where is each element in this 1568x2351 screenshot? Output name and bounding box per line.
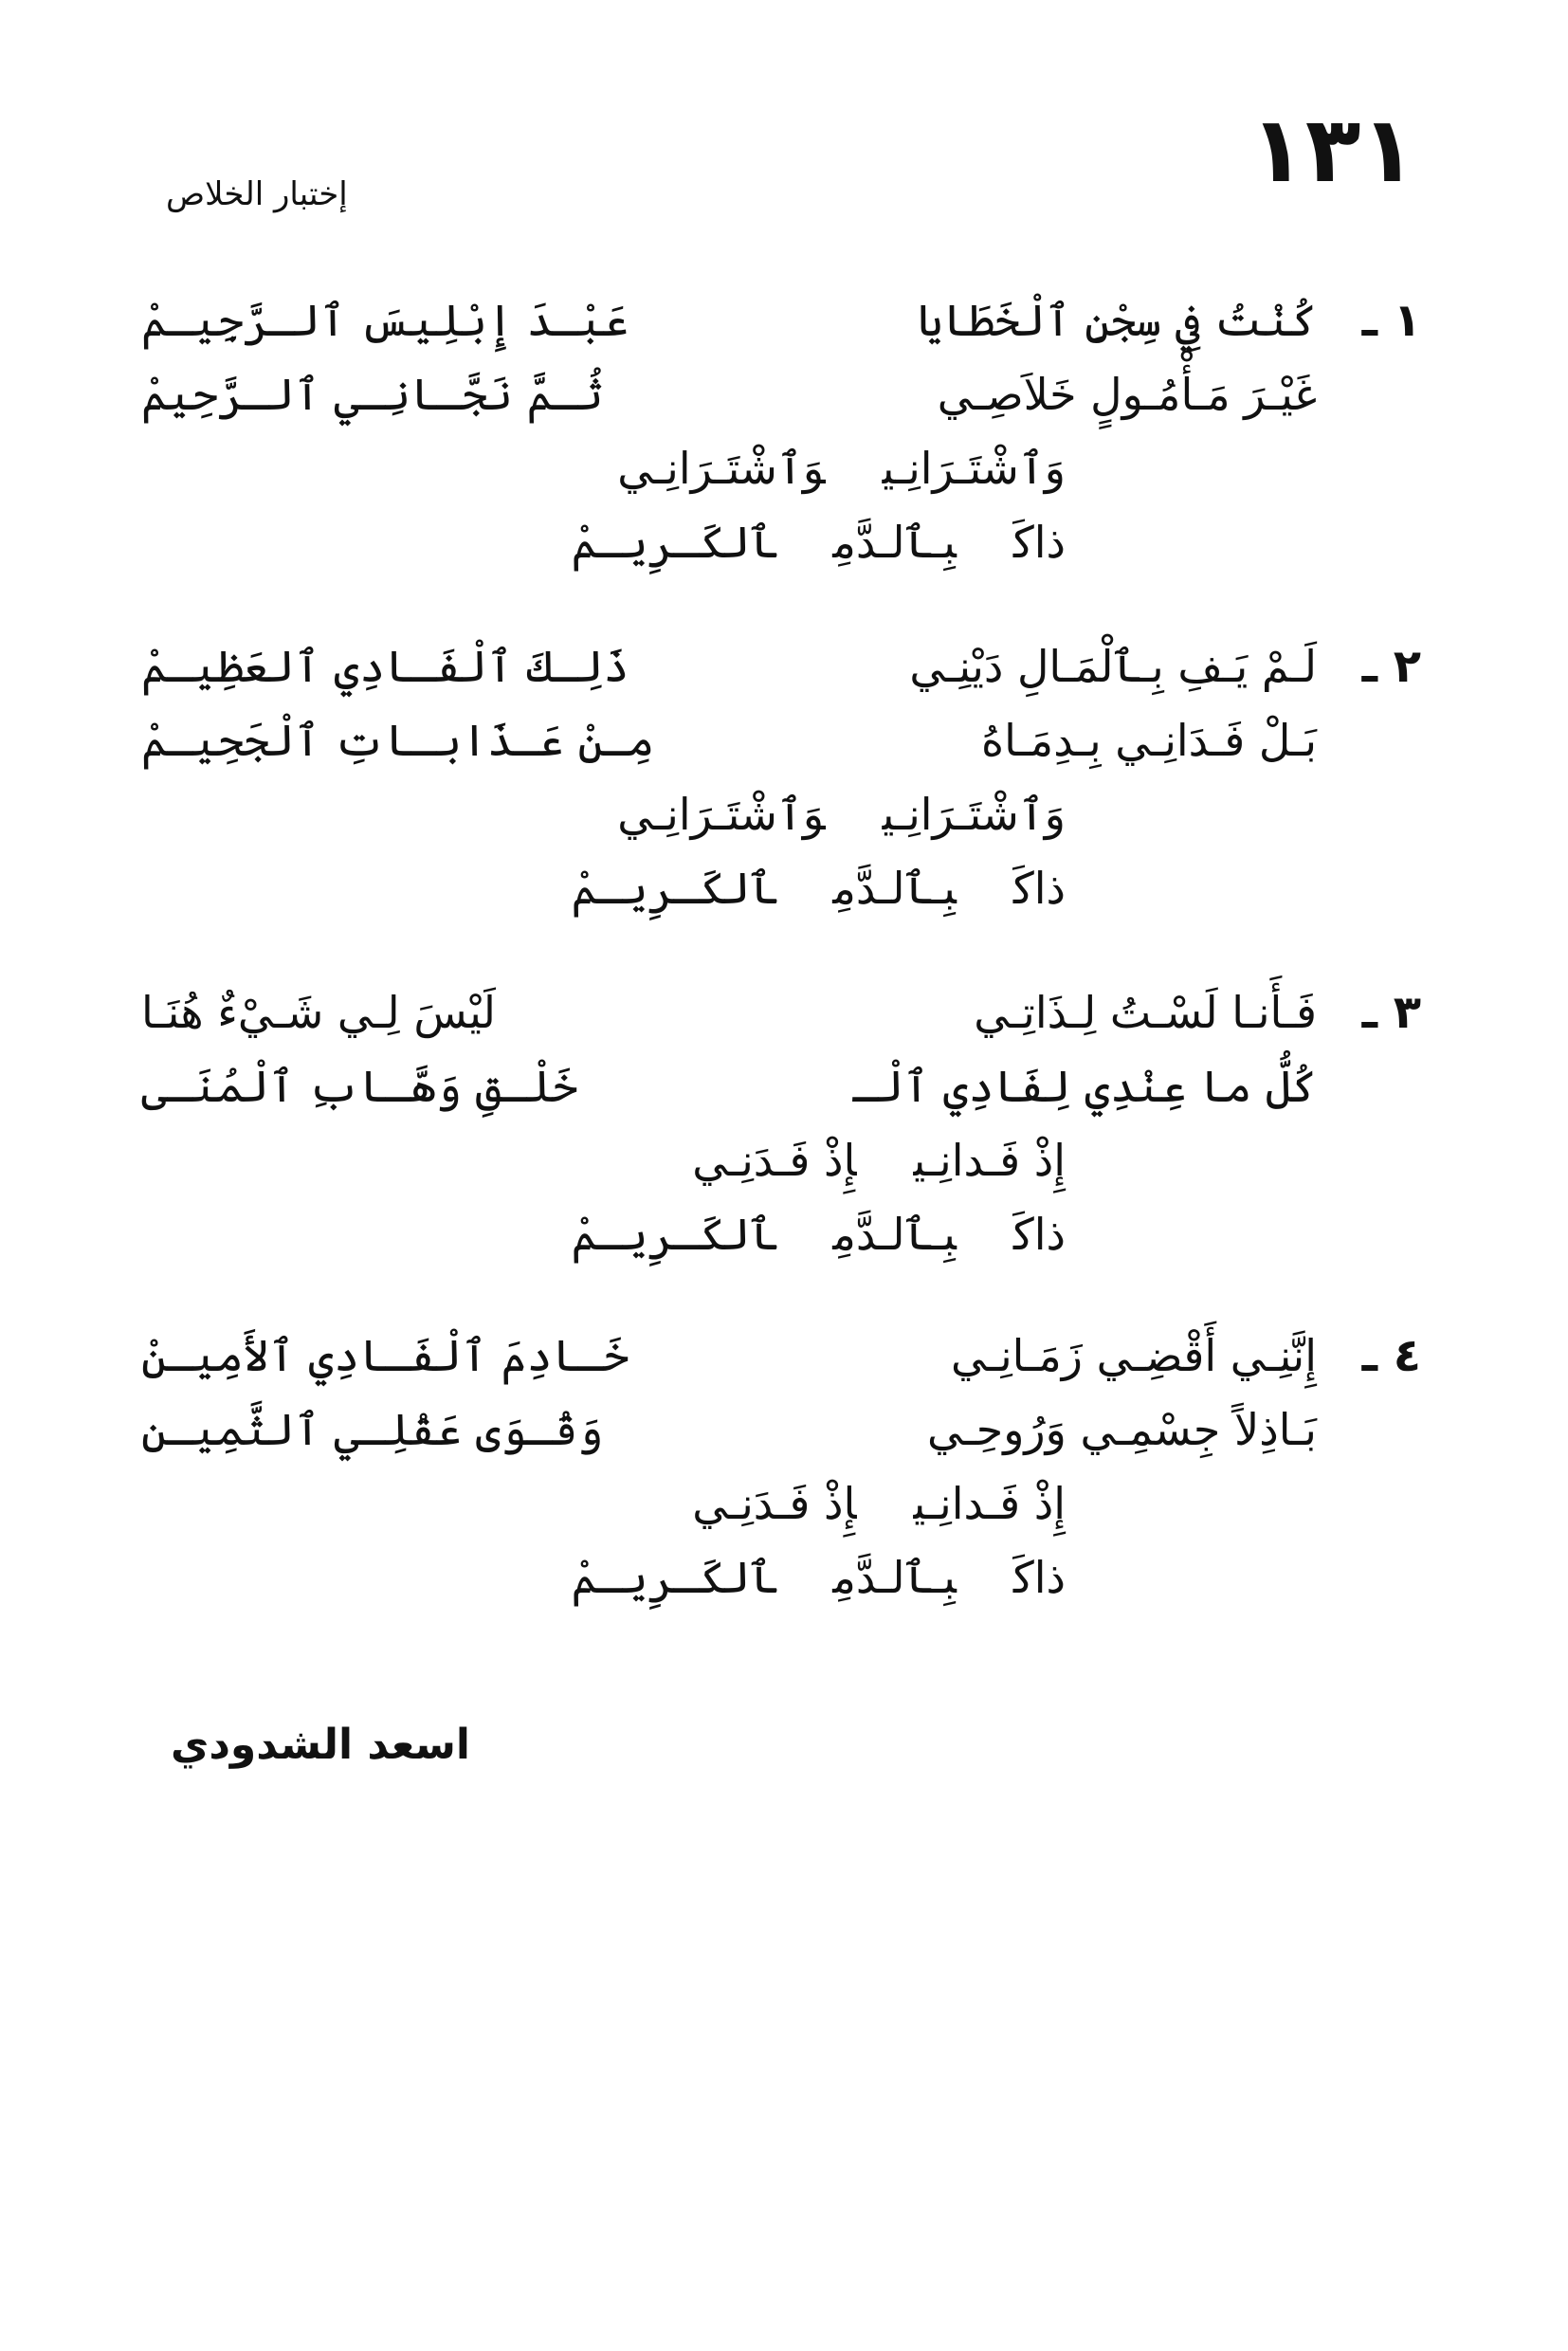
hemistich-first: إِنَّنِـي أَقْضِـي زَمَـانِـي [951, 1330, 1317, 1381]
chorus-part: إِذْ فَـدَنِـي [692, 1478, 857, 1529]
chorus-line [402, 1541, 1066, 1613]
chorus-part: بِـٱلـدَّمِ [832, 1209, 957, 1260]
chorus-part: ٱلكَـرِيـمْ [571, 863, 776, 914]
hemistich-first: كُلُّ ما عِنْدِي لِفَادِي ٱلْـ [852, 1061, 1317, 1112]
hemistich-second: مِـنْ عَـذَابـاتِ ٱلْجَحِيـمْ [141, 715, 655, 766]
chorus-part: ذاكَ [1012, 1552, 1066, 1603]
chorus-part: إِذْ فَـدانِـي [913, 1478, 1066, 1529]
chorus-part: وَٱشْتَـرَانِـي [617, 443, 826, 494]
verse-line [141, 1320, 1317, 1392]
verse-line [141, 630, 1317, 702]
hemistich-first: كُنْتُ فِي سِجْنِ ٱلْخَطَايا [917, 295, 1317, 346]
hemistich-second: لَيْسَ لِـي شَـيْءٌ هُنَـا [141, 987, 496, 1038]
chorus-part: وَٱشْتَـرَانِـي [882, 789, 1066, 840]
chorus-part: إِذْ فَـدَنِـي [692, 1135, 857, 1186]
chorus-line [402, 1467, 1066, 1540]
chorus-part: وَٱشْتَـرَانِـي [882, 443, 1066, 494]
hemistich-first: لَـمْ يَـفِ بِـٱلْمَـالِ دَيْنِـي [909, 641, 1317, 692]
verse-number: ١ ـ [1361, 294, 1421, 347]
chorus-line [402, 1198, 1066, 1270]
hemistich-second: خَـادِمَ ٱلْفَـادِي ٱلأَمِيـنْ [141, 1330, 629, 1381]
chorus-line [402, 1124, 1066, 1196]
chorus-part: ذاكَ [1012, 863, 1066, 914]
chorus-part: ٱلكَـرِيـمْ [571, 517, 776, 568]
hemistich-second: ذَلِـكَ ٱلْفَـادِي ٱلعَظِيـمْ [141, 641, 629, 692]
hemistich-second: خَلْـقِ وَهَّـابِ ٱلْمُنَـى [141, 1061, 578, 1112]
chorus-line [402, 852, 1066, 924]
verse-line [141, 284, 1317, 356]
verse-line [141, 358, 1317, 430]
hemistich-second: ثُـمَّ نَجَّـانِـي ٱلـرَّحِيمْ [141, 369, 604, 420]
verse-line [141, 976, 1317, 1048]
chorus-line [402, 432, 1066, 504]
verse-number: ٤ ـ [1361, 1329, 1421, 1382]
chorus-line [402, 778, 1066, 850]
chorus-part: ٱلكَـرِيـمْ [571, 1552, 776, 1603]
verse-number: ٢ ـ [1361, 640, 1421, 693]
author-name: اسعد الشدودي [171, 1721, 470, 1769]
chorus-part: ٱلكَـرِيـمْ [571, 1209, 776, 1260]
hymn-title: إختبار الخلاص [166, 175, 348, 213]
hemistich-first: فَـأَنـا لَسْـتُ لِـذَاتِـي [974, 987, 1317, 1038]
verse-line [141, 1394, 1317, 1466]
chorus-part: وَٱشْتَـرَانِـي [617, 789, 826, 840]
verse-line [141, 704, 1317, 776]
hemistich-first: بَـاذِلاً جِسْمِـي وَرُوحِـي [926, 1404, 1317, 1455]
chorus-part: ذاكَ [1012, 1209, 1066, 1260]
chorus-part: بِـٱلـدَّمِ [832, 1552, 957, 1603]
chorus-line [402, 506, 1066, 578]
hemistich-first: بَـلْ فَـدَانِـي بِـدِمَـاهُ [980, 715, 1317, 766]
verse-number: ٣ ـ [1361, 986, 1421, 1039]
chorus-part: ذاكَ [1012, 517, 1066, 568]
hemistich-second: عَبْـدَ إِبْلِيسَ ٱلـرَّجِيـمْ [141, 295, 629, 346]
hymn-number: ١٣١ [1249, 97, 1416, 203]
hemistich-first: غَيْـرَ مَـأْمُـولٍ خَلاَصِـي [937, 369, 1317, 420]
verse-line [141, 1050, 1317, 1122]
chorus-part: بِـٱلـدَّمِ [832, 517, 957, 568]
chorus-part: بِـٱلـدَّمِ [832, 863, 957, 914]
chorus-part: إِذْ فَـدانِـي [913, 1135, 1066, 1186]
hemistich-second: وَقُـوَى عَقْلِـي ٱلثَّمِيـن [141, 1404, 604, 1455]
